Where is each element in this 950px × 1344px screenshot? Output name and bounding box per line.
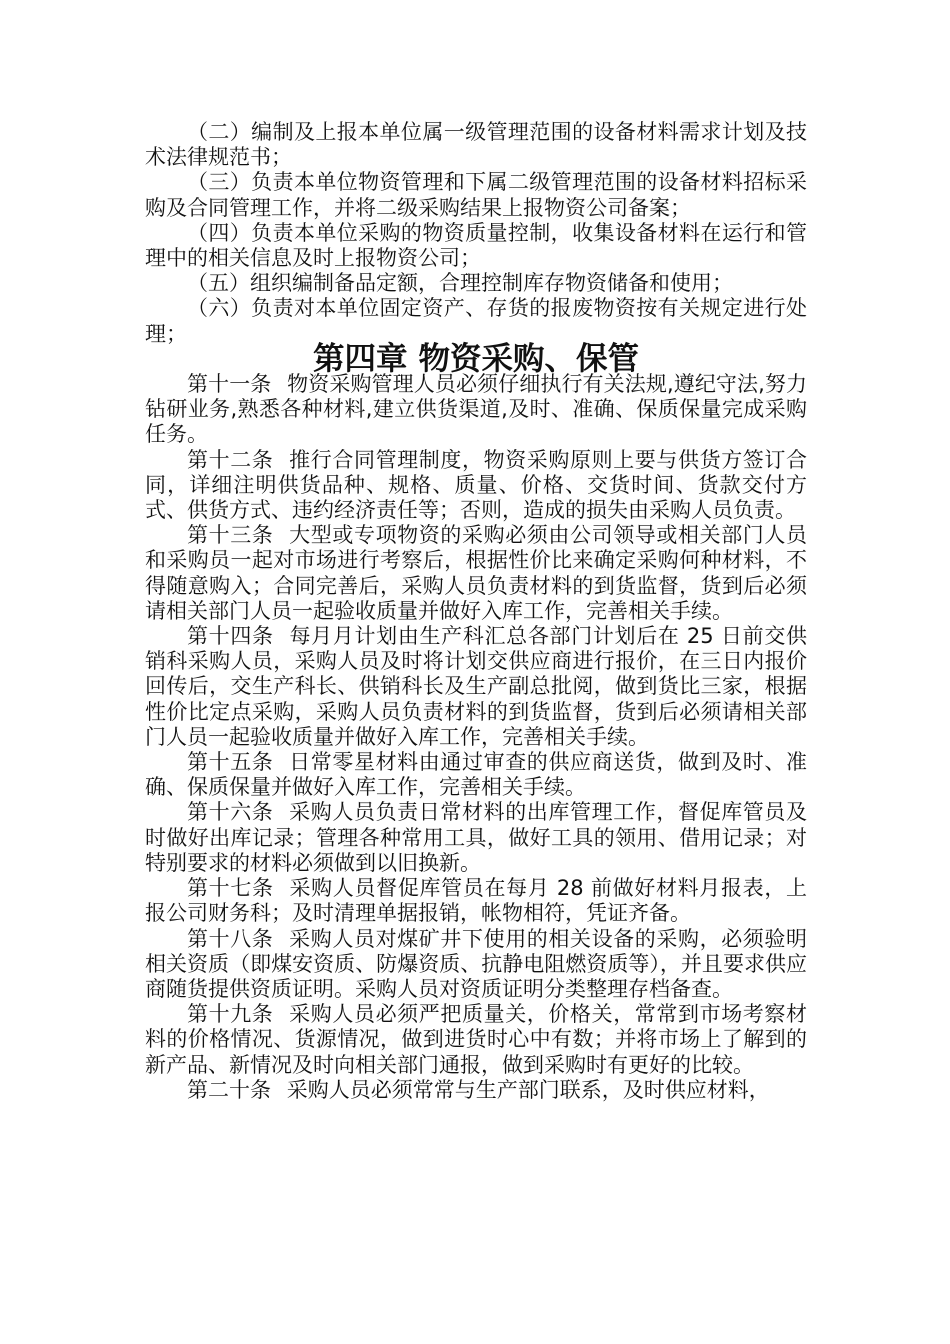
- article-text: 推行合同管理制度，物资采购原则上要与供货方签订合同，详细注明供货品种、规格、质量、价格、交货时间、货款交付方式、供货方式、违约经济责任等；否则，造成的损失由采购人员负责。: [145, 447, 808, 523]
- article-text: 采购人员负责日常材料的出库管理工作，督促库管员及时做好出库记录；管理各种常用工具，做好工具的领用、借用记录；对特别要求的材料必须做到以旧换新。: [145, 800, 808, 875]
- document-body: [145, 120, 807, 1103]
- article-paragraph: [145, 750, 807, 800]
- article-number: 第十九条: [187, 1002, 274, 1027]
- article-number: 第十一条: [187, 372, 272, 397]
- article-text: 大型或专项物资的采购必须由公司领导或相关部门人员和采购员一起对市场进行考察后，根据性价比来确定采购何种材料，不得随意购入；合同完善后，采购人员负责材料的到货监督，货到后必须请相关部门人员一起验收质量并做好入库工作，完善相关手续。: [145, 523, 808, 623]
- list-item: （四）负责本单位采购的物资质量控制，收集设备材料在运行和管理中的相关信息及时上报物资公司；: [145, 220, 807, 271]
- article-paragraph: [145, 448, 807, 524]
- article-number: 第十六条: [187, 800, 274, 825]
- article-paragraph: [145, 1002, 807, 1078]
- article-number: 第十七条: [187, 876, 274, 901]
- list-item: （二）编制及上报本单位属一级管理范围的设备材料需求计划及技术法律规范书；: [145, 120, 807, 170]
- chapter-title: 第四章 物资采购、保管: [313, 340, 639, 377]
- article-paragraph: [145, 927, 807, 1003]
- article-text: 采购人员必须常常与生产部门联系，及时供应材料，: [286, 1077, 770, 1102]
- article-text: 每月月计划由生产科汇总各部门计划后在 25 日前交供销科采购人员，采购人员及时将计划交供应商进行报价，在三日内报价回传后，交生产科长、供销科长及生产副总批阅，做到货比三家，根据性价比定点采购，采购人员负责材料的到货监督，货到后必须请相关部门人员一起验收质量并做好入库工作，完善相关手续。: [145, 624, 808, 749]
- article-text: 物资采购管理人员必须仔细执行有关法规,遵纪守法,努力钻研业务,熟悉各种材料,建立供货渠道,及时、准确、保质保量完成采购任务。: [145, 372, 807, 447]
- list-item: （六）负责对本单位固定资产、存货的报废物资按有关规定进行处理；: [145, 296, 807, 346]
- list-item: （五）组织编制备品定额，合理控制库存物资储备和使用；: [187, 271, 733, 296]
- article-number: 第十五条: [187, 750, 274, 775]
- article-text: 日常零星材料由通过审查的供应商送货，做到及时、准确、保质保量并做好入库工作，完善相关手续。: [145, 750, 808, 800]
- article-text: 采购人员督促库管员在每月 28 前做好材料月报表，上报公司财务科；及时清理单据报销，帐物相符，凭证齐备。: [145, 876, 808, 926]
- article-text: 采购人员必须严把质量关，价格关，常常到市场考察材料的价格情况、货源情况，做到进货时心中有数；并将市场上了解到的新产品、新情况及时向相关部门通报，做到采购时有更好的比较。: [145, 1002, 808, 1077]
- article-number: 第十二条: [187, 447, 274, 472]
- article-paragraph: [145, 800, 807, 876]
- article-paragraph: [145, 372, 807, 448]
- article-paragraph: [145, 876, 807, 926]
- article-paragraph: [145, 624, 807, 750]
- list-item: （三）负责本单位物资管理和下属二级管理范围的设备材料招标采购及合同管理工作，并将二级采购结果上报物资公司备案；: [145, 170, 807, 220]
- article-text: 采购人员对煤矿井下使用的相关设备的采购，必须验明相关资质（即煤安资质、防爆资质、抗静电阻燃资质等），并且要求供应商随货提供资质证明。采购人员对资质证明分类整理存档备查。: [145, 926, 808, 1001]
- article-number: 第二十条: [187, 1077, 271, 1102]
- article-number: 第十八条: [187, 926, 274, 951]
- article-paragraph: [145, 523, 807, 624]
- article-number: 第十四条: [187, 624, 274, 649]
- article-number: 第十三条: [187, 523, 274, 548]
- article-paragraph: [145, 1078, 807, 1103]
